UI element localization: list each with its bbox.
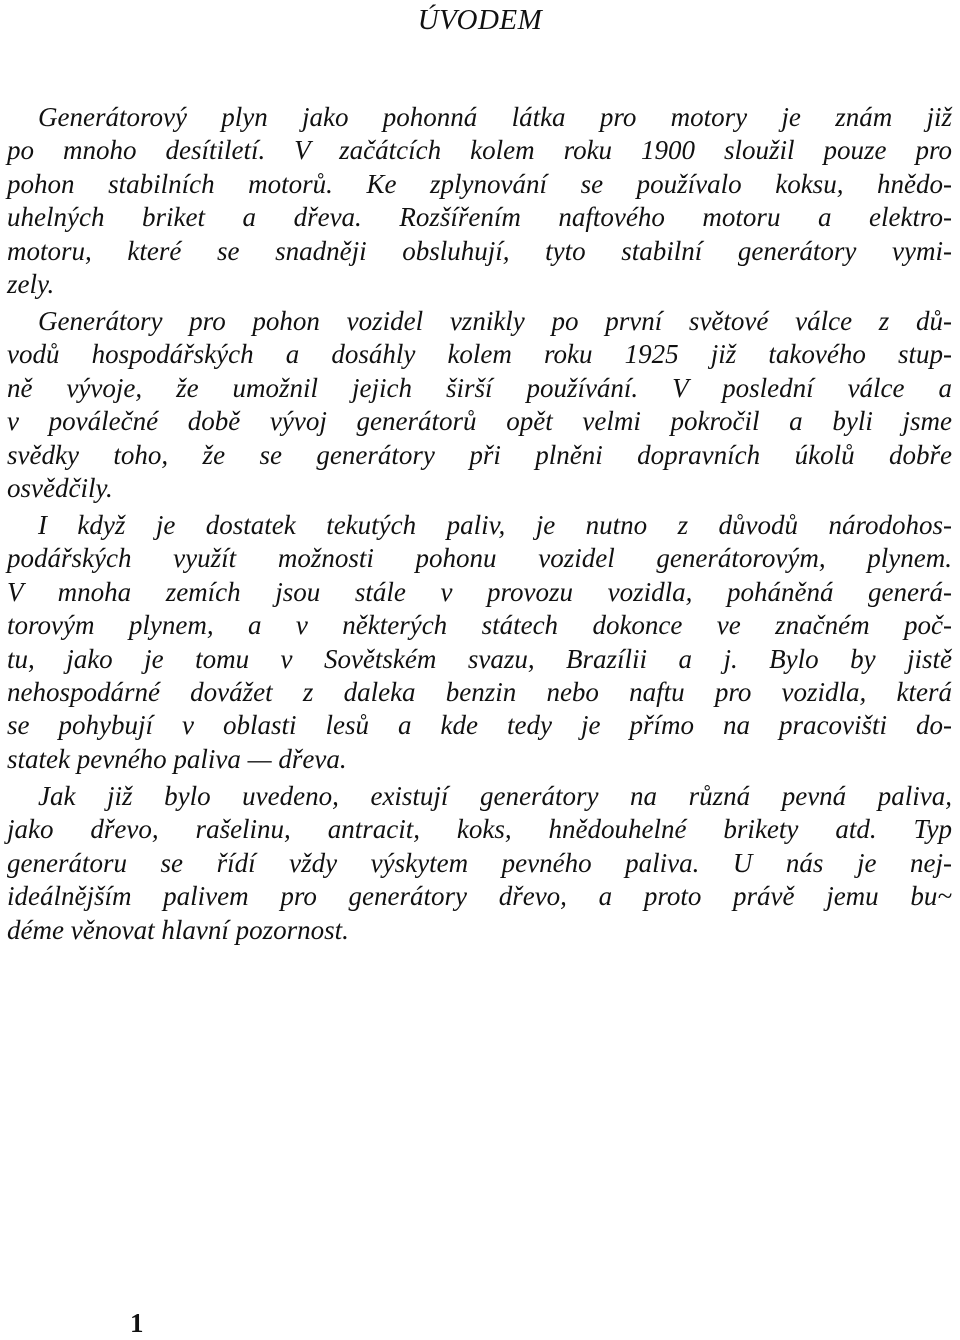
text-line: tu, jako je tomu v Sovětském svazu, Brazílii a j. Bylo by jistě	[7, 643, 952, 674]
text-line: osvědčily.	[7, 472, 113, 503]
text-line: Generátory pro pohon vozidel vznikly po první světové válce z dů-	[38, 306, 952, 336]
text-line: torovým plynem, a v některých státech dokonce ve značném poč-	[7, 610, 952, 641]
text-line: vodů hospodářských a dosáhly kolem roku 1925 již takového stup-	[7, 339, 952, 370]
text-line: jako dřevo, rašelinu, antracit, koks, hnědouhelné brikety atd. Typ	[7, 814, 952, 845]
text-line: zely.	[7, 268, 55, 299]
text-line: podářských využít možnosti pohonu vozidel generátorovým, plynem.	[7, 543, 952, 574]
text-line: po mnoho desítiletí. V začátcích kolem roku 1900 sloužil pouze pro	[7, 135, 952, 166]
text-line: uhelných briket a dřeva. Rozšířením naftového motoru a elektro-	[7, 202, 952, 233]
text-line: Generátorový plyn jako pohonná látka pro motory je znám již	[38, 102, 952, 132]
text-line: v poválečné době vývoj generátorů opět velmi pokročil a byli jsme	[7, 406, 952, 437]
text-line: ideálnějším palivem pro generátory dřevo, a proto právě jemu bu~	[7, 881, 952, 912]
text-line: motoru, které se snadněji obsluhují, tyto stabilní generátory vymi-	[7, 235, 952, 266]
paragraph-1	[7, 101, 952, 301]
text-line: nehospodárné dovážet z daleka benzin nebo naftu pro vozidla, která	[7, 676, 952, 707]
text-line: svědky toho, že se generátory při plněni dopravních úkolů dobře	[7, 439, 952, 470]
paragraph-3	[7, 509, 952, 776]
text-line: statek pevného paliva — dřeva.	[7, 743, 347, 774]
text-line: ně vývoje, že umožnil jejich širší používání. V poslední válce a	[7, 372, 952, 403]
paragraph-2	[7, 305, 952, 505]
text-line: V mnoha zemích jsou stále v provozu vozidla, poháněná generá-	[7, 576, 952, 607]
paragraph-4	[7, 780, 952, 947]
text-line: Jak již bylo uvedeno, existují generátory na různá pevná paliva,	[38, 781, 952, 811]
page-title: ÚVODEM	[417, 4, 543, 36]
text-line: se pohybují v oblasti lesů a kde tedy je přímo na pracovišti do-	[7, 710, 952, 741]
text-line: déme věnovat hlavní pozornost.	[7, 914, 349, 945]
text-line: generátoru se řídí vždy výskytem pevného paliva. U nás je nej-	[7, 847, 952, 878]
page-number: 1	[130, 1308, 144, 1338]
text-line: pohon stabilních motorů. Ke zplynování se používalo koksu, hnědo-	[7, 168, 952, 199]
text-line: I když je dostatek tekutých paliv, je nutno z důvodů národohos-	[38, 510, 952, 540]
